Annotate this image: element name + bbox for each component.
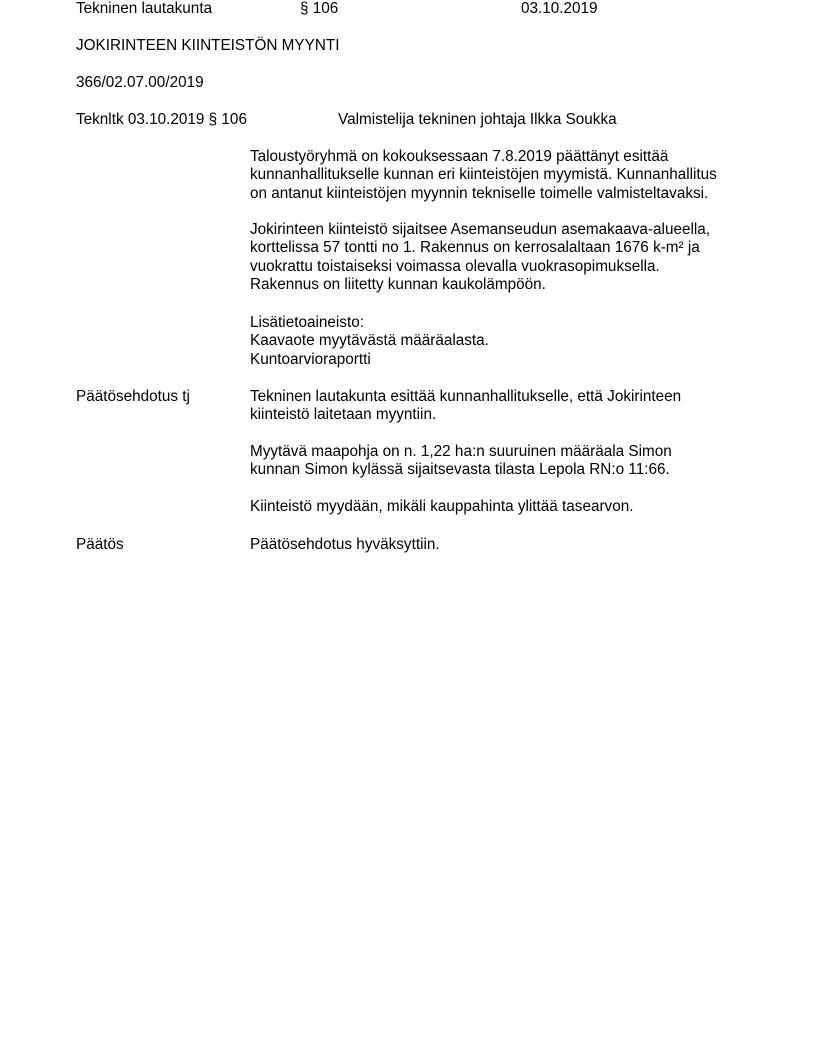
decision-label: Päätös <box>76 536 124 553</box>
decision-text: Päätösehdotus hyväksyttiin. <box>250 536 440 553</box>
header-board: Tekninen lautakunta <box>76 0 213 17</box>
proposal-line: Tekninen lautakunta esittää kunnanhallitukselle, että Jokirinteen <box>250 388 682 405</box>
proposal-paragraph-2 <box>250 443 750 480</box>
body-line: Taloustyöryhmä on kokouksessaan 7.8.2019 päättänyt esittää <box>250 148 669 165</box>
proposal-line: Kiinteistö myydään, mikäli kauppahinta ylittää tasearvon. <box>250 498 634 515</box>
preparer-text: Valmistelija tekninen johtaja Ilkka Soukka <box>338 111 617 128</box>
proposal-paragraph-3 <box>250 498 750 516</box>
body-line: korttelissa 57 tontti no 1. Rakennus on kerrosalaltaan 1676 k-m² ja <box>250 239 700 257</box>
proposal-paragraph-1 <box>250 388 750 425</box>
proposal-line: kunnan Simon kylässä sijaitsevasta tilasta Lepola RN:o 11:66. <box>250 461 670 479</box>
body-line: on antanut kiinteistöjen myynnin tekniselle toimelle valmisteltavaksi. <box>250 184 709 202</box>
attachments-list <box>250 314 750 369</box>
reference-label: Teknltk 03.10.2019 § 106 <box>76 111 247 128</box>
body-line: kunnanhallitukselle kunnan eri kiinteistöjen myymistä. Kunnanhallitus <box>250 166 717 184</box>
record-number: 366/02.07.00/2019 <box>76 74 204 91</box>
body-paragraph-1 <box>250 148 750 203</box>
header-date: 03.10.2019 <box>521 0 598 17</box>
header-section: § 106 <box>300 0 339 17</box>
proposal-line: Myytävä maapohja on n. 1,22 ha:n suuruinen määräala Simon <box>250 443 672 460</box>
body-line: vuokrattu toistaiseksi voimassa olevalla vuokrasopimuksella. <box>250 257 660 275</box>
proposal-label: Päätösehdotus tj <box>76 388 190 405</box>
attachment-item: Kaavaote myytävästä määräalasta. <box>250 332 489 350</box>
attachments-heading: Lisätietoaineisto: <box>250 314 364 331</box>
body-paragraph-2 <box>250 221 750 295</box>
attachment-item: Kuntoarvioraportti <box>250 350 371 368</box>
document-title: JOKIRINTEEN KIINTEISTÖN MYYNTI <box>76 37 340 54</box>
body-line: Rakennus on liitetty kunnan kaukolämpöön. <box>250 276 546 294</box>
body-line: Jokirinteen kiinteistö sijaitsee Asemanseudun asemakaava-alueella, <box>250 221 711 238</box>
proposal-line: kiinteistö laitetaan myyntiin. <box>250 406 437 424</box>
